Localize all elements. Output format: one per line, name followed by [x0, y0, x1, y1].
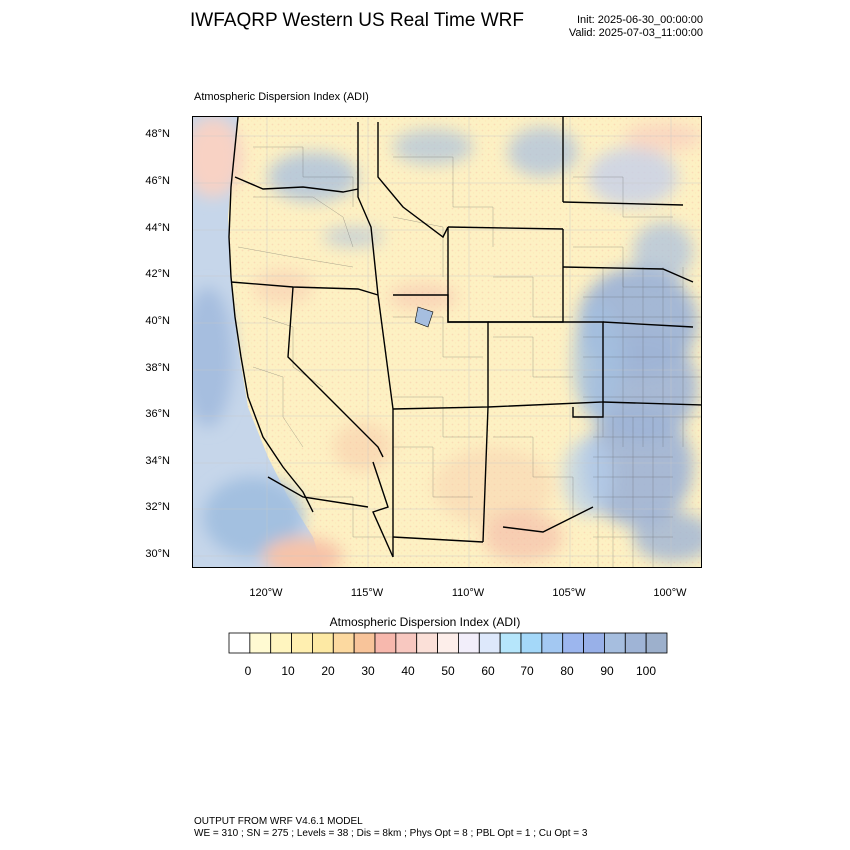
colorbar-swatch — [375, 633, 396, 653]
colorbar-swatch — [500, 633, 521, 653]
colorbar-swatch — [625, 633, 646, 653]
colorbar-swatch — [292, 633, 313, 653]
colorbar-swatch — [333, 633, 354, 653]
colorbar-swatch — [312, 633, 333, 653]
lat-label-42: 42°N — [145, 268, 170, 280]
colorbar-swatch — [584, 633, 605, 653]
colorbar-swatch — [542, 633, 563, 653]
colorbar-label-80: 80 — [560, 664, 574, 678]
lat-label-34: 34°N — [145, 455, 170, 467]
colorbar-swatch — [229, 633, 250, 653]
field-title: Atmospheric Dispersion Index (ADI) — [194, 91, 369, 103]
colorbar-label-10: 10 — [281, 664, 295, 678]
lon-label-100: 100°W — [653, 587, 687, 599]
colorbar-swatch — [271, 633, 292, 653]
valid-time: Valid: 2025-07-03_11:00:00 — [568, 27, 703, 39]
colorbar-title: Atmospheric Dispersion Index (ADI) — [329, 615, 521, 629]
lat-label-36: 36°N — [145, 408, 170, 420]
colorbar-label-90: 90 — [600, 664, 614, 678]
lon-label-115: 115°W — [350, 587, 384, 599]
colorbar-label-40: 40 — [401, 664, 415, 678]
colorbar-label-100: 100 — [635, 664, 657, 678]
footer-config: WE = 310 ; SN = 275 ; Levels = 38 ; Dis = 8km ; Phys Opt = 8 ; PBL Opt = 1 ; Cu Opt = 3 — [194, 828, 588, 839]
colorbar-swatch — [604, 633, 625, 653]
lat-label-32: 32°N — [145, 501, 170, 513]
footer-model: OUTPUT FROM WRF V4.6.1 MODEL — [194, 816, 363, 827]
colorbar-label-30: 30 — [361, 664, 375, 678]
lat-label-38: 38°N — [145, 362, 170, 374]
lat-label-40: 40°N — [145, 315, 170, 327]
colorbar-swatch — [396, 633, 417, 653]
lon-label-110: 110°W — [451, 587, 485, 599]
lon-label-120: 120°W — [249, 587, 283, 599]
colorbar-label-20: 20 — [321, 664, 335, 678]
init-time: Init: 2025-06-30_00:00:00 — [577, 14, 703, 26]
colorbar-label-60: 60 — [481, 664, 495, 678]
colorbar-label-0: 0 — [244, 664, 252, 678]
main-title: IWFAQRP Western US Real Time WRF — [190, 10, 524, 31]
lat-label-44: 44°N — [145, 222, 170, 234]
colorbar-swatch — [458, 633, 479, 653]
adi-map — [193, 117, 702, 568]
colorbar-swatch — [646, 633, 667, 653]
lat-label-46: 46°N — [145, 175, 170, 187]
colorbar-swatch — [250, 633, 271, 653]
colorbar-swatch — [417, 633, 438, 653]
colorbar-swatch — [479, 633, 500, 653]
colorbar — [228, 632, 668, 654]
lon-label-105: 105°W — [552, 587, 586, 599]
colorbar-swatch — [354, 633, 375, 653]
lat-label-30: 30°N — [145, 548, 170, 560]
map-panel — [192, 116, 702, 568]
colorbar-swatch — [563, 633, 584, 653]
colorbar-swatch — [438, 633, 459, 653]
colorbar-label-50: 50 — [441, 664, 455, 678]
lat-label-48: 48°N — [145, 128, 170, 140]
colorbar-swatch — [521, 633, 542, 653]
colorbar-label-70: 70 — [520, 664, 534, 678]
